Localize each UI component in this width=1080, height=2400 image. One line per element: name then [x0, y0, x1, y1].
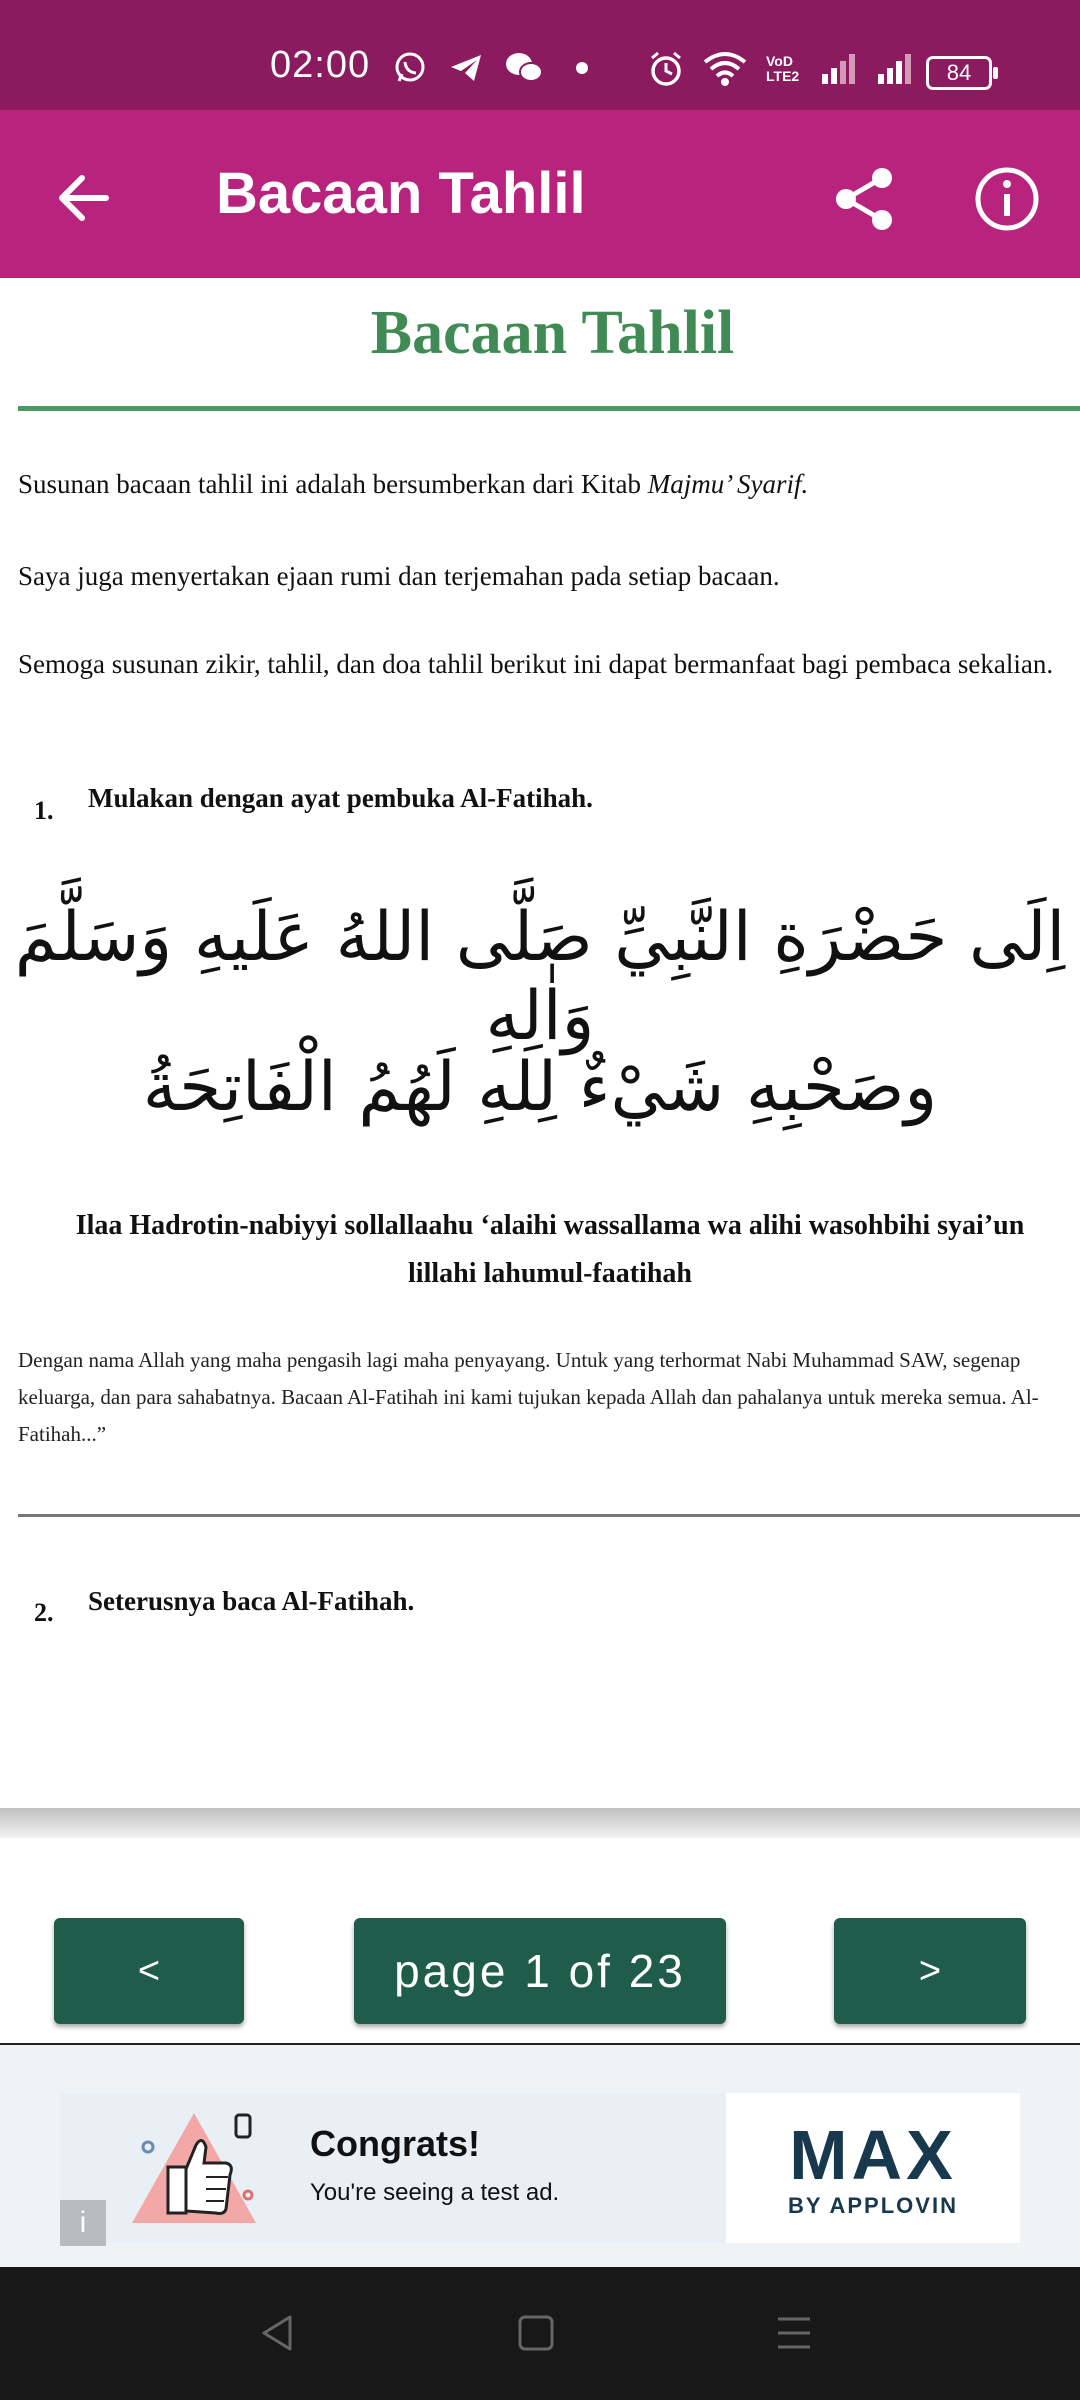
signal-icon	[820, 52, 858, 86]
volte-icon: VoD LTE2	[766, 53, 800, 84]
app-title: Bacaan Tahlil	[216, 161, 586, 226]
page-title: Bacaan Tahlil	[370, 299, 735, 367]
pagination-bar	[0, 1838, 1080, 2043]
step-title: Mulakan dengan ayat pembuka Al-Fatihah.	[88, 783, 593, 813]
book-title: Majmu’ Syarif.	[647, 469, 809, 499]
dot-icon	[564, 50, 600, 86]
ad-subtitle: You're seeing a test ad.	[310, 2179, 560, 2206]
intro-paragraph-3: Semoga susunan zikir, tahlil, dan doa tahlil berikut ini dapat bermanfaat bagi pembaca sekalian.	[18, 649, 1054, 679]
intro-text: Susunan bacaan tahlil ini adalah bersumberkan dari Kitab	[18, 469, 648, 499]
info-icon[interactable]	[972, 164, 1042, 234]
next-page-button[interactable]: >	[834, 1918, 1026, 2024]
system-status-icons	[648, 50, 914, 88]
alarm-icon	[648, 50, 684, 88]
applovin-label: BY APPLOVIN	[788, 2193, 958, 2218]
page-indicator[interactable]: page 1 of 23	[354, 1918, 726, 2024]
heading-divider	[18, 406, 1080, 411]
signal-icon-2	[876, 52, 914, 86]
ad-title: Congrats!	[310, 2123, 480, 2164]
translation: Dengan nama Allah yang maha pengasih lagi maha penyayang. Untuk yang terhormat Nabi Muhammad SAW, segenap keluarga, dan para sahabatnya. Bacaan Al-Fatihah ini kami tujukan kepada Allah dan pahalanya untuk mereka semua. Al-Fatihah...”	[18, 1348, 1039, 1446]
step-number: 1.	[34, 796, 54, 825]
section-divider	[18, 1514, 1080, 1517]
back-arrow-icon[interactable]	[48, 162, 120, 234]
menu-lines-icon[interactable]	[772, 2311, 816, 2355]
telegram-icon	[448, 50, 484, 86]
content-shadow	[0, 1808, 1080, 1838]
transliteration: Ilaa Hadrotin-nabiyyi sollallaahu ‘alaihi wassallama wa alihi wasohbihi syai’un lillahi lahumul-faatihah	[75, 1210, 1025, 1289]
previous-page-button[interactable]: <	[54, 1918, 244, 2024]
home-square-icon[interactable]	[514, 2311, 558, 2355]
arabic-text-line-2: وصَحْبِهِ شَيْءٌ لِلهِ لَهُمُ الْفَاتِحَةُ	[142, 1048, 938, 1127]
article-content[interactable]	[0, 278, 1080, 1808]
battery-icon: 84	[926, 56, 992, 90]
max-logo: MAX	[789, 2116, 957, 2194]
share-icon[interactable]	[830, 164, 900, 234]
intro-paragraph-2: Saya juga menyertakan ejaan rumi dan terjemahan pada setiap bacaan.	[18, 561, 780, 591]
arabic-text-line-1: اِلَى حَضْرَةِ النَّبِيِّ صَلَّى اللهُ عَلَيهِ وَسَلَّمَ وَاٰلِهِ	[14, 898, 1066, 1056]
ad-logo	[726, 2093, 1020, 2243]
ad-area	[0, 2045, 1080, 2267]
intro-paragraph-1	[18, 460, 1068, 508]
notification-icons	[392, 50, 600, 86]
system-navigation-bar	[0, 2267, 1080, 2400]
thumbs-up-icon	[124, 2105, 264, 2235]
app-bar	[0, 110, 1080, 278]
whatsapp-icon	[392, 50, 428, 86]
status-bar	[0, 0, 1080, 110]
step-number: 2.	[34, 1598, 54, 1627]
wifi-icon	[702, 50, 748, 88]
step-title: Seterusnya baca Al-Fatihah.	[88, 1586, 415, 1616]
wechat-icon	[504, 50, 544, 86]
ad-info-icon[interactable]: i	[60, 2200, 106, 2246]
ad-banner[interactable]	[60, 2093, 1020, 2243]
status-time: 02:00	[270, 44, 371, 86]
back-triangle-icon[interactable]	[256, 2311, 300, 2355]
